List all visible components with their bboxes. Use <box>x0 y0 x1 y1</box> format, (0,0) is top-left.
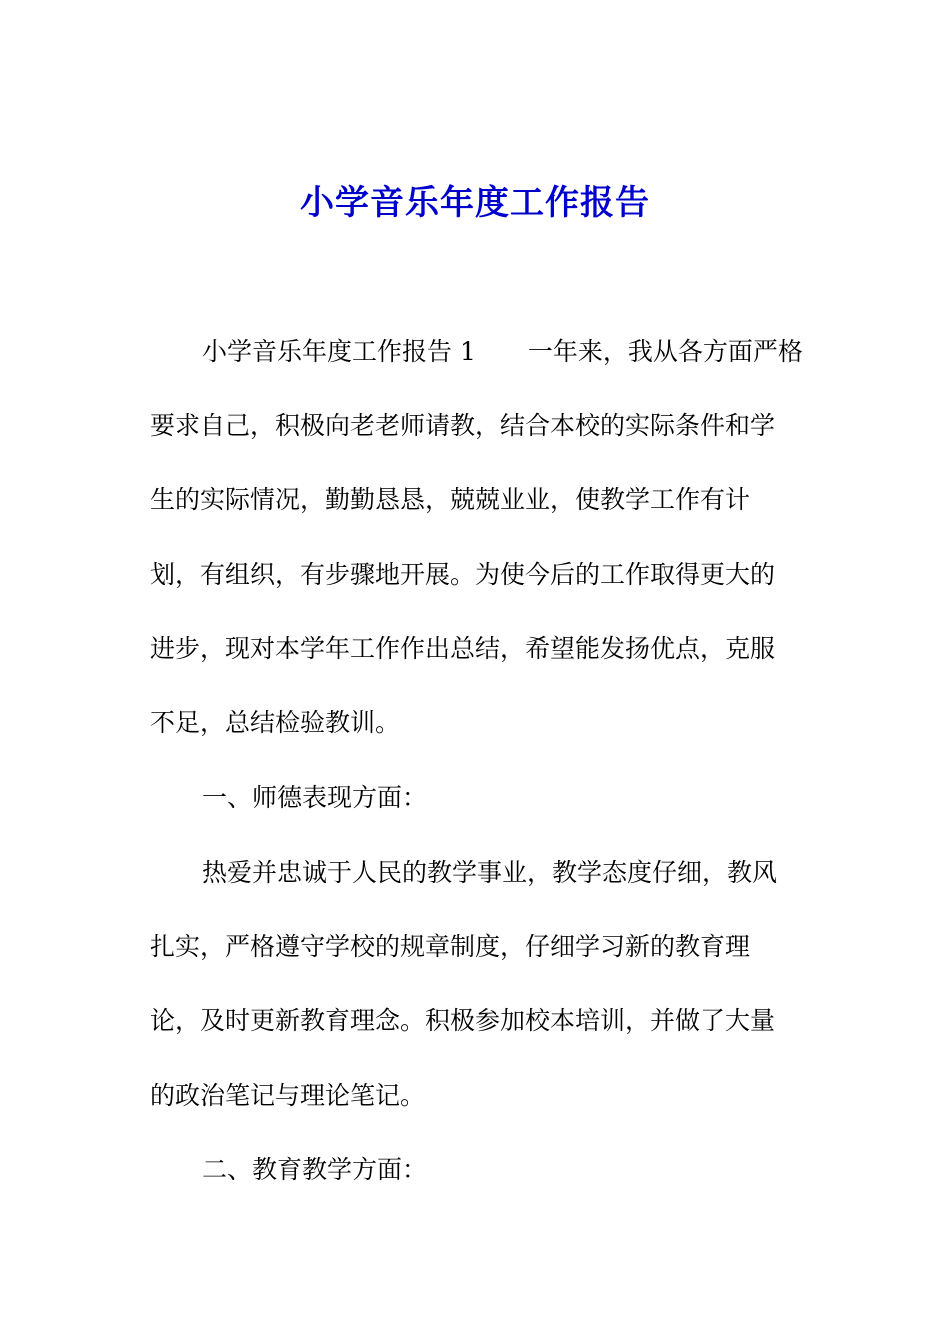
paragraph-line-7: 热爱并忠诚于人民的教学事业，教学态度仔细，教风 <box>202 858 778 887</box>
paragraph-line-3: 生的实际情况，勤勤恳恳，兢兢业业，使教学工作有计 <box>150 485 751 514</box>
document-title: 小学音乐年度工作报告 <box>300 183 650 223</box>
section-heading-1: 一、师德表现方面： <box>202 783 428 812</box>
paragraph-line-1 <box>202 335 872 369</box>
intro-text: 一年来，我从各方面严格 <box>527 337 803 366</box>
section-heading-2: 二、教育教学方面： <box>202 1155 428 1184</box>
paragraph-line-10: 的政治笔记与理论笔记。 <box>150 1081 426 1110</box>
paragraph-line-4: 划，有组织，有步骤地开展。为使今后的工作取得更大的 <box>150 560 776 589</box>
report-label: 小学音乐年度工作报告 1 <box>202 337 476 366</box>
paragraph-line-6: 不足，总结检验教训。 <box>150 708 401 737</box>
paragraph-line-2: 要求自己，积极向老老师请教，结合本校的实际条件和学 <box>150 411 776 440</box>
paragraph-line-5: 进步，现对本学年工作作出总结，希望能发扬优点，克服 <box>150 634 776 663</box>
paragraph-line-8: 扎实，严格遵守学校的规章制度，仔细学习新的教育理 <box>150 932 751 961</box>
paragraph-line-9: 论，及时更新教育理念。积极参加校本培训，并做了大量 <box>150 1006 776 1035</box>
